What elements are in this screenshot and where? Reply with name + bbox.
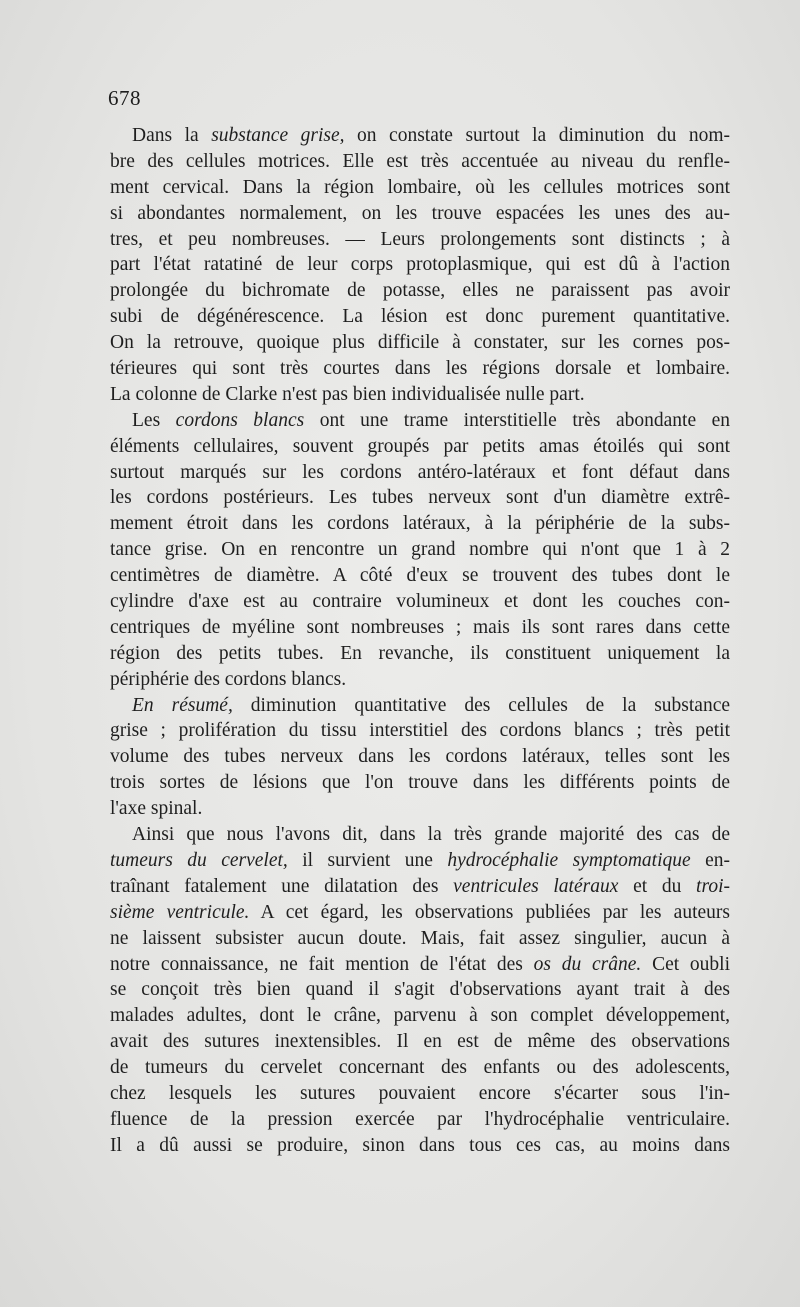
text-segment: mement étroit dans les cordons latéraux, à la périphérie de la subs-	[110, 513, 730, 535]
text-line	[110, 434, 730, 460]
italic-text-segment: troi-	[696, 875, 730, 897]
text-line	[110, 123, 730, 149]
text-segment: et du	[618, 875, 697, 897]
text-line	[110, 201, 730, 227]
text-segment: part l'état ratatiné de leur corps protoplasmique, qui est dû à l'action	[110, 254, 730, 276]
text-line	[110, 1003, 730, 1029]
text-segment: On la retrouve, quoique plus difficile à constater, sur les cornes pos-	[110, 332, 730, 354]
text-line	[110, 175, 730, 201]
text-line	[110, 641, 730, 667]
text-line	[110, 149, 730, 175]
text-line	[110, 537, 730, 563]
text-line	[110, 900, 730, 926]
text-segment: se conçoit très bien quand il s'agit d'observations ayant trait à des	[110, 979, 730, 1001]
text-line	[110, 589, 730, 615]
text-segment: avait des sutures inextensibles. Il en est de même des observations	[110, 1031, 730, 1053]
text-segment: centimètres de diamètre. A côté d'eux se trouvent des tubes dont le	[110, 565, 730, 587]
body-text	[110, 123, 730, 1159]
text-segment: A cet égard, les observations publiées par les auteurs	[249, 901, 730, 923]
page-number: 678	[108, 86, 141, 110]
italic-text-segment: sième ventricule.	[110, 901, 250, 923]
text-line	[110, 511, 730, 537]
text-line	[110, 408, 730, 434]
text-line	[110, 952, 730, 978]
text-segment: ment cervical. Dans la région lombaire, où les cellules motrices sont	[110, 176, 730, 198]
text-line	[110, 1107, 730, 1133]
italic-text-segment: tumeurs du cervelet,	[110, 849, 288, 871]
italic-text-segment: substance grise,	[211, 125, 345, 146]
text-segment: les cordons postérieurs. Les tubes nerveux sont d'un diamètre extrê-	[110, 487, 730, 509]
text-line	[110, 977, 730, 1003]
text-segment: région des petits tubes. En revanche, ils constituent uniquement la	[110, 642, 730, 664]
text-line	[110, 796, 730, 822]
text-line	[110, 926, 730, 952]
text-line	[110, 1081, 730, 1107]
text-segment: ne laissent subsister aucun doute. Mais, fait assez singulier, aucun à	[110, 927, 730, 949]
text-segment: volume des tubes nerveux dans les cordons latéraux, telles sont les	[110, 746, 730, 768]
text-line	[110, 330, 730, 356]
text-segment: traînant fatalement une dilatation des	[110, 875, 454, 897]
text-segment: La colonne de Clarke n'est pas bien individualisée nulle part.	[110, 383, 585, 405]
text-line	[110, 356, 730, 382]
text-segment: centriques de myéline sont nombreuses ; mais ils sont rares dans cette	[110, 616, 730, 638]
text-segment: prolongée du bichromate de potasse, elles ne paraissent pas avoir	[110, 280, 730, 302]
text-line	[110, 770, 730, 796]
text-segment: de tumeurs du cervelet concernant des enfants ou des adolescents,	[110, 1057, 730, 1079]
text-line	[110, 227, 730, 253]
italic-text-segment: cordons blancs	[175, 409, 305, 431]
text-line	[110, 1055, 730, 1081]
text-line	[110, 822, 730, 848]
text-segment: Il a dû aussi se produire, sinon dans tous ces cas, au moins dans	[110, 1134, 730, 1156]
text-line	[110, 848, 730, 874]
text-line	[110, 563, 730, 589]
text-segment: Cet oubli	[641, 953, 730, 975]
text-segment: si abondantes normalement, on les trouve espacées les unes des au-	[110, 202, 730, 224]
text-segment: grise ; prolifération du tissu interstitiel des cordons blancs ; très petit	[110, 720, 730, 742]
text-line	[110, 485, 730, 511]
text-segment: Les	[132, 409, 176, 431]
text-line	[110, 460, 730, 486]
text-segment: Ainsi que nous l'avons dit, dans la très grande majorité des cas de	[132, 824, 730, 846]
text-segment: éléments cellulaires, souvent groupés par petits amas étoilés qui sont	[110, 435, 730, 457]
text-segment: chez lesquels les sutures pouvaient encore s'écarter sous l'in-	[110, 1082, 730, 1104]
text-segment: tance grise. On en rencontre un grand nombre qui n'ont que 1 à 2	[110, 539, 730, 561]
text-segment: fluence de la pression exercée par l'hydrocéphalie ventriculaire.	[110, 1108, 730, 1130]
text-segment: trois sortes de lésions que l'on trouve dans les différents points de	[110, 772, 730, 794]
text-line	[110, 278, 730, 304]
text-line	[110, 1133, 730, 1159]
text-segment: Dans la	[132, 125, 212, 146]
italic-text-segment: En résumé,	[132, 694, 233, 716]
text-segment: subi de dégénérescence. La lésion est donc purement quantitative.	[110, 306, 730, 328]
text-line	[110, 718, 730, 744]
text-line	[110, 252, 730, 278]
text-segment: notre connaissance, ne fait mention de l'état des	[110, 953, 534, 975]
text-segment: malades adultes, dont le crâne, parvenu à son complet développement,	[110, 1005, 730, 1027]
text-segment: bre des cellules motrices. Elle est très accentuée au niveau du renfle-	[110, 150, 730, 172]
text-segment: ont une trame interstitielle très abondante en	[304, 409, 731, 431]
text-line	[110, 1029, 730, 1055]
text-segment: il survient une	[287, 849, 448, 871]
text-line	[110, 667, 730, 693]
text-line	[110, 304, 730, 330]
text-line	[110, 874, 730, 900]
text-segment: l'axe spinal.	[110, 798, 203, 820]
text-segment: diminution quantitative des cellules de la substance	[232, 694, 731, 716]
text-line	[110, 382, 730, 408]
text-line	[110, 693, 730, 719]
italic-text-segment: os du crâne.	[533, 953, 642, 975]
text-segment: térieures qui sont très courtes dans les régions dorsale et lombaire.	[110, 358, 730, 380]
italic-text-segment: ventricules latéraux	[453, 875, 619, 897]
text-segment: périphérie des cordons blancs.	[110, 668, 347, 690]
text-segment: on constate surtout la diminution du nom-	[344, 125, 730, 146]
text-segment: tres, et peu nombreuses. — Leurs prolongements sont distincts ; à	[110, 228, 730, 250]
text-line	[110, 615, 730, 641]
text-segment: en-	[690, 849, 730, 871]
text-segment: surtout marqués sur les cordons antéro-latéraux et font défaut dans	[110, 461, 730, 483]
italic-text-segment: hydrocéphalie symptomatique	[447, 849, 691, 871]
text-segment: cylindre d'axe est au contraire volumineux et dont les couches con-	[110, 591, 730, 613]
text-line	[110, 744, 730, 770]
